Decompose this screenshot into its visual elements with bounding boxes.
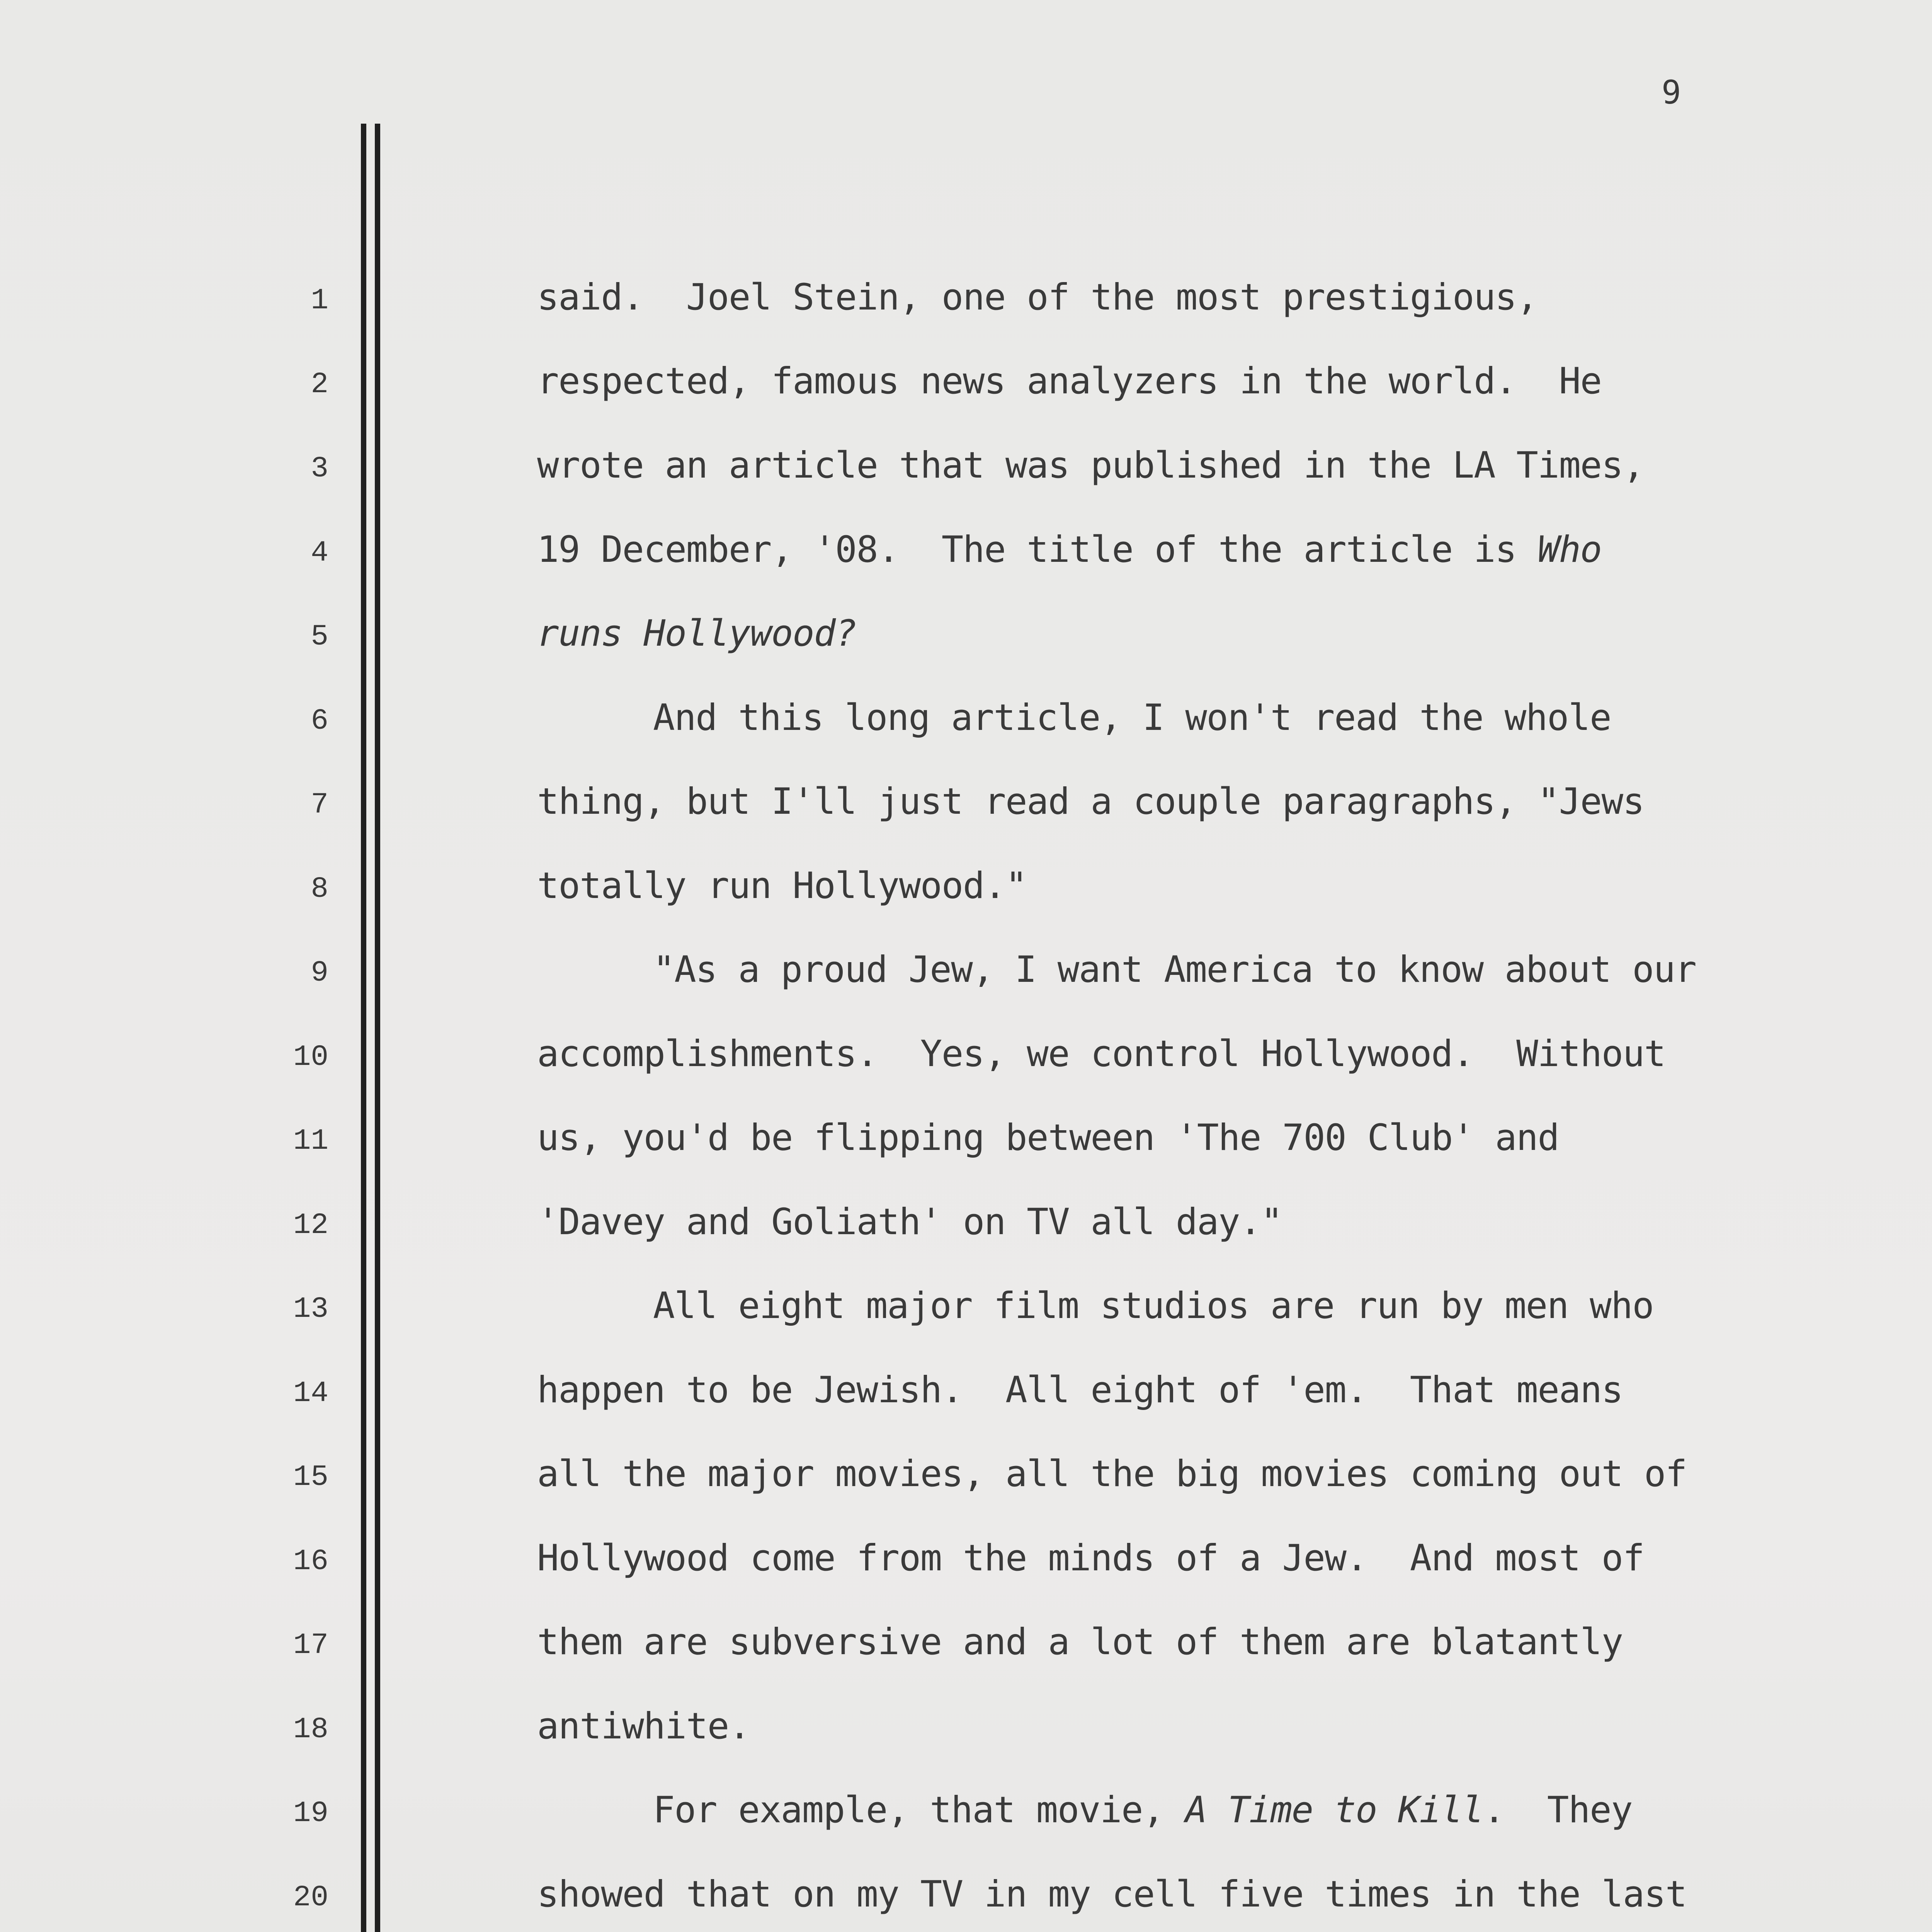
transcript-line: Hollywood come from the minds of a Jew. And most of: [537, 1537, 1644, 1579]
transcript-line: 19 December, '08. The title of the article is Who: [537, 529, 1602, 571]
transcript-line: showed that on my TV in my cell five times in the last: [537, 1873, 1687, 1915]
line-number: 11: [293, 1124, 328, 1158]
page-number: 9: [1662, 73, 1681, 111]
transcript-line: us, you'd be flipping between 'The 700 Club' and: [537, 1117, 1559, 1159]
italic-title: runs Hollywood?: [537, 612, 857, 655]
line-number: 13: [293, 1293, 328, 1326]
transcript-line: All eight major film studios are run by men who: [653, 1285, 1654, 1327]
transcript-line: totally run Hollywood.": [537, 865, 1027, 907]
transcript-line: antiwhite.: [537, 1705, 750, 1747]
line-number: 15: [293, 1461, 328, 1494]
transcript-line: accomplishments. Yes, we control Hollywood. Without: [537, 1033, 1665, 1075]
transcript-line: [537, 612, 856, 655]
line-number: 9: [311, 956, 328, 990]
transcript-line: "As a proud Jew, I want America to know about our: [653, 949, 1696, 991]
transcript-line: 'Davey and Goliath' on TV all day.": [537, 1201, 1282, 1243]
transcript-line: them are subversive and a lot of them are blatantly: [537, 1621, 1623, 1663]
transcript-line: wrote an article that was published in the LA Times,: [537, 444, 1644, 486]
transcript-line: said. Joel Stein, one of the most prestigious,: [537, 276, 1538, 318]
transcript-line: happen to be Jewish. All eight of 'em. That means: [537, 1369, 1623, 1411]
transcript-line: respected, famous news analyzers in the world. He: [537, 360, 1602, 402]
line-number: 20: [293, 1881, 328, 1914]
line-number: 4: [311, 536, 328, 570]
line-number: 5: [311, 620, 328, 653]
transcript-line: For example, that movie, A Time to Kill. They: [653, 1789, 1633, 1831]
line-number: 16: [293, 1545, 328, 1578]
line-number: 1: [311, 284, 328, 317]
line-number: 14: [293, 1377, 328, 1410]
line-number: 12: [293, 1209, 328, 1242]
transcript-line: And this long article, I won't read the whole: [653, 697, 1611, 739]
line-number: 10: [293, 1041, 328, 1074]
margin-rule-right: [375, 124, 380, 1932]
margin-rule-left: [361, 124, 366, 1932]
line-number: 19: [293, 1797, 328, 1830]
transcript-line: all the major movies, all the big movies coming out of: [537, 1453, 1687, 1495]
line-number: 17: [293, 1629, 328, 1662]
line-number: 8: [311, 872, 328, 906]
italic-title: Who: [1537, 529, 1602, 571]
line-number: 3: [311, 452, 328, 485]
transcript-line: thing, but I'll just read a couple paragraphs, "Jews: [537, 781, 1644, 823]
line-number: 7: [311, 788, 328, 821]
italic-title: A Time to Kill: [1185, 1789, 1483, 1831]
line-number: 6: [311, 704, 328, 738]
line-number: 18: [293, 1713, 328, 1746]
line-number: 2: [311, 368, 328, 401]
